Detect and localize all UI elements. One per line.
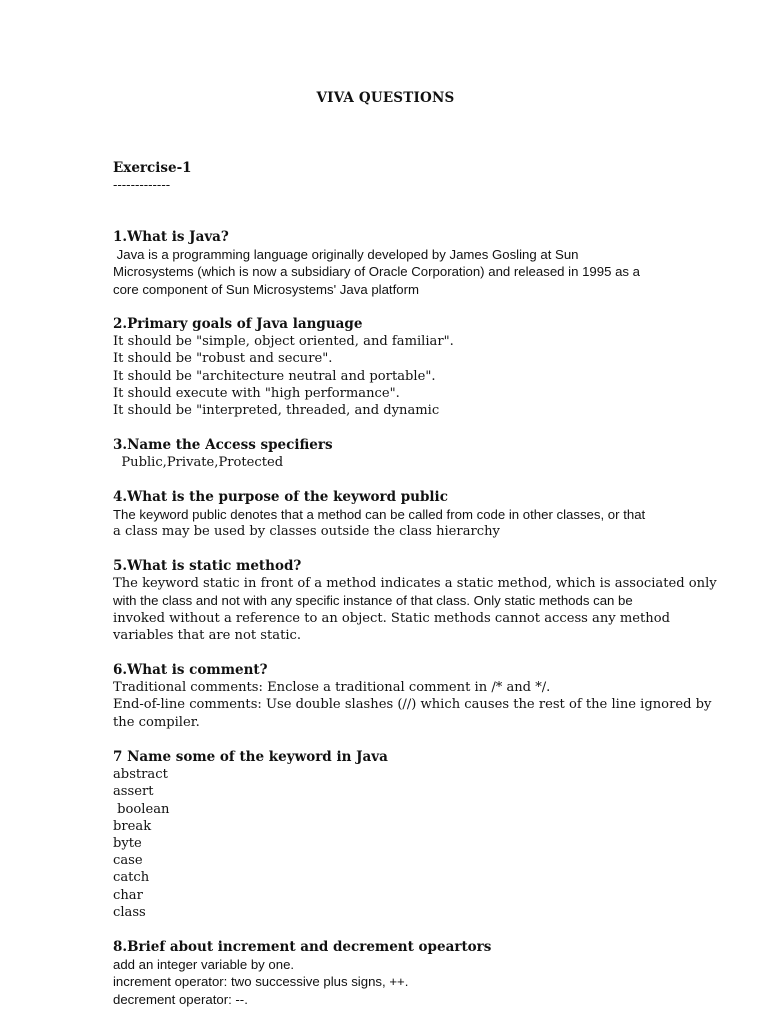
answer-line: The keyword static in front of a method indicates a static method, which is associated only xyxy=(113,576,717,592)
question-heading: 1.What is Java? xyxy=(113,229,229,245)
question-heading: 5.What is static method? xyxy=(113,558,302,574)
question-8 xyxy=(113,939,658,1008)
exercise-divider: ------------- xyxy=(113,178,171,193)
question-heading: 2.Primary goals of Java language xyxy=(113,316,363,332)
answer-line: It should execute with "high performance". xyxy=(113,385,400,401)
answer-line: add an integer variable by one. xyxy=(113,957,295,973)
keyword-item: char xyxy=(113,887,143,903)
keyword-item: boolean xyxy=(113,801,170,817)
keyword-item: catch xyxy=(113,870,150,886)
keyword-item: class xyxy=(113,904,146,920)
question-heading: 3.Name the Access specifiers xyxy=(113,437,333,453)
exercise-heading: Exercise-1 xyxy=(113,160,192,176)
answer-line: decrement operator: --. xyxy=(113,991,248,1007)
answer-line: Java is a programming language originally developed by James Gosling at Sun xyxy=(113,247,579,263)
page-title: VIVA QUESTIONS xyxy=(316,90,455,106)
question-2 xyxy=(113,316,658,419)
answer-line: with the class and not with any specific instance of that class. Only static methods can be xyxy=(113,593,633,609)
question-4 xyxy=(113,489,658,541)
keyword-item: case xyxy=(113,853,143,869)
answer-line: It should be "interpreted, threaded, and dynamic xyxy=(113,403,440,419)
answer-line: Microsystems (which is now a subsidiary of Oracle Corporation) and released in 1995 as a xyxy=(113,264,641,280)
answer-line: increment operator: two successive plus signs, ++. xyxy=(113,974,409,990)
keyword-item: abstract xyxy=(113,767,168,783)
answer-line: The keyword public denotes that a method can be called from code in other classes, or that xyxy=(113,507,646,523)
answer-line: the compiler. xyxy=(113,714,200,730)
question-1 xyxy=(113,229,658,298)
question-3 xyxy=(113,437,658,471)
question-5 xyxy=(113,558,717,644)
answer-line: It should be "robust and secure". xyxy=(113,351,333,367)
question-7 xyxy=(113,749,658,921)
answer-line: invoked without a reference to an object. Static methods cannot access any method xyxy=(113,610,670,626)
answer-line: variables that are not static. xyxy=(113,627,302,643)
question-6 xyxy=(113,662,712,731)
question-heading: 7 Name some of the keyword in Java xyxy=(113,749,388,765)
keyword-item: assert xyxy=(113,784,154,800)
question-heading: 8.Brief about increment and decrement opeartors xyxy=(113,939,492,955)
answer-line: a class may be used by classes outside the class hierarchy xyxy=(113,524,500,540)
answer-line: core component of Sun Microsystems' Java platform xyxy=(113,281,419,297)
question-heading: 6.What is comment? xyxy=(113,662,268,678)
keyword-item: break xyxy=(113,818,152,834)
answer-line: It should be "simple, object oriented, and familiar". xyxy=(113,334,454,350)
answer-line: Traditional comments: Enclose a traditional comment in /* and */. xyxy=(113,680,551,696)
question-heading: 4.What is the purpose of the keyword public xyxy=(113,489,448,505)
answer-line: End-of-line comments: Use double slashes (//) which causes the rest of the line ignored by xyxy=(113,697,712,713)
answer-line: It should be "architecture neutral and portable". xyxy=(113,368,436,384)
answer-line: Public,Private,Protected xyxy=(113,455,284,471)
keyword-item: byte xyxy=(113,836,142,852)
